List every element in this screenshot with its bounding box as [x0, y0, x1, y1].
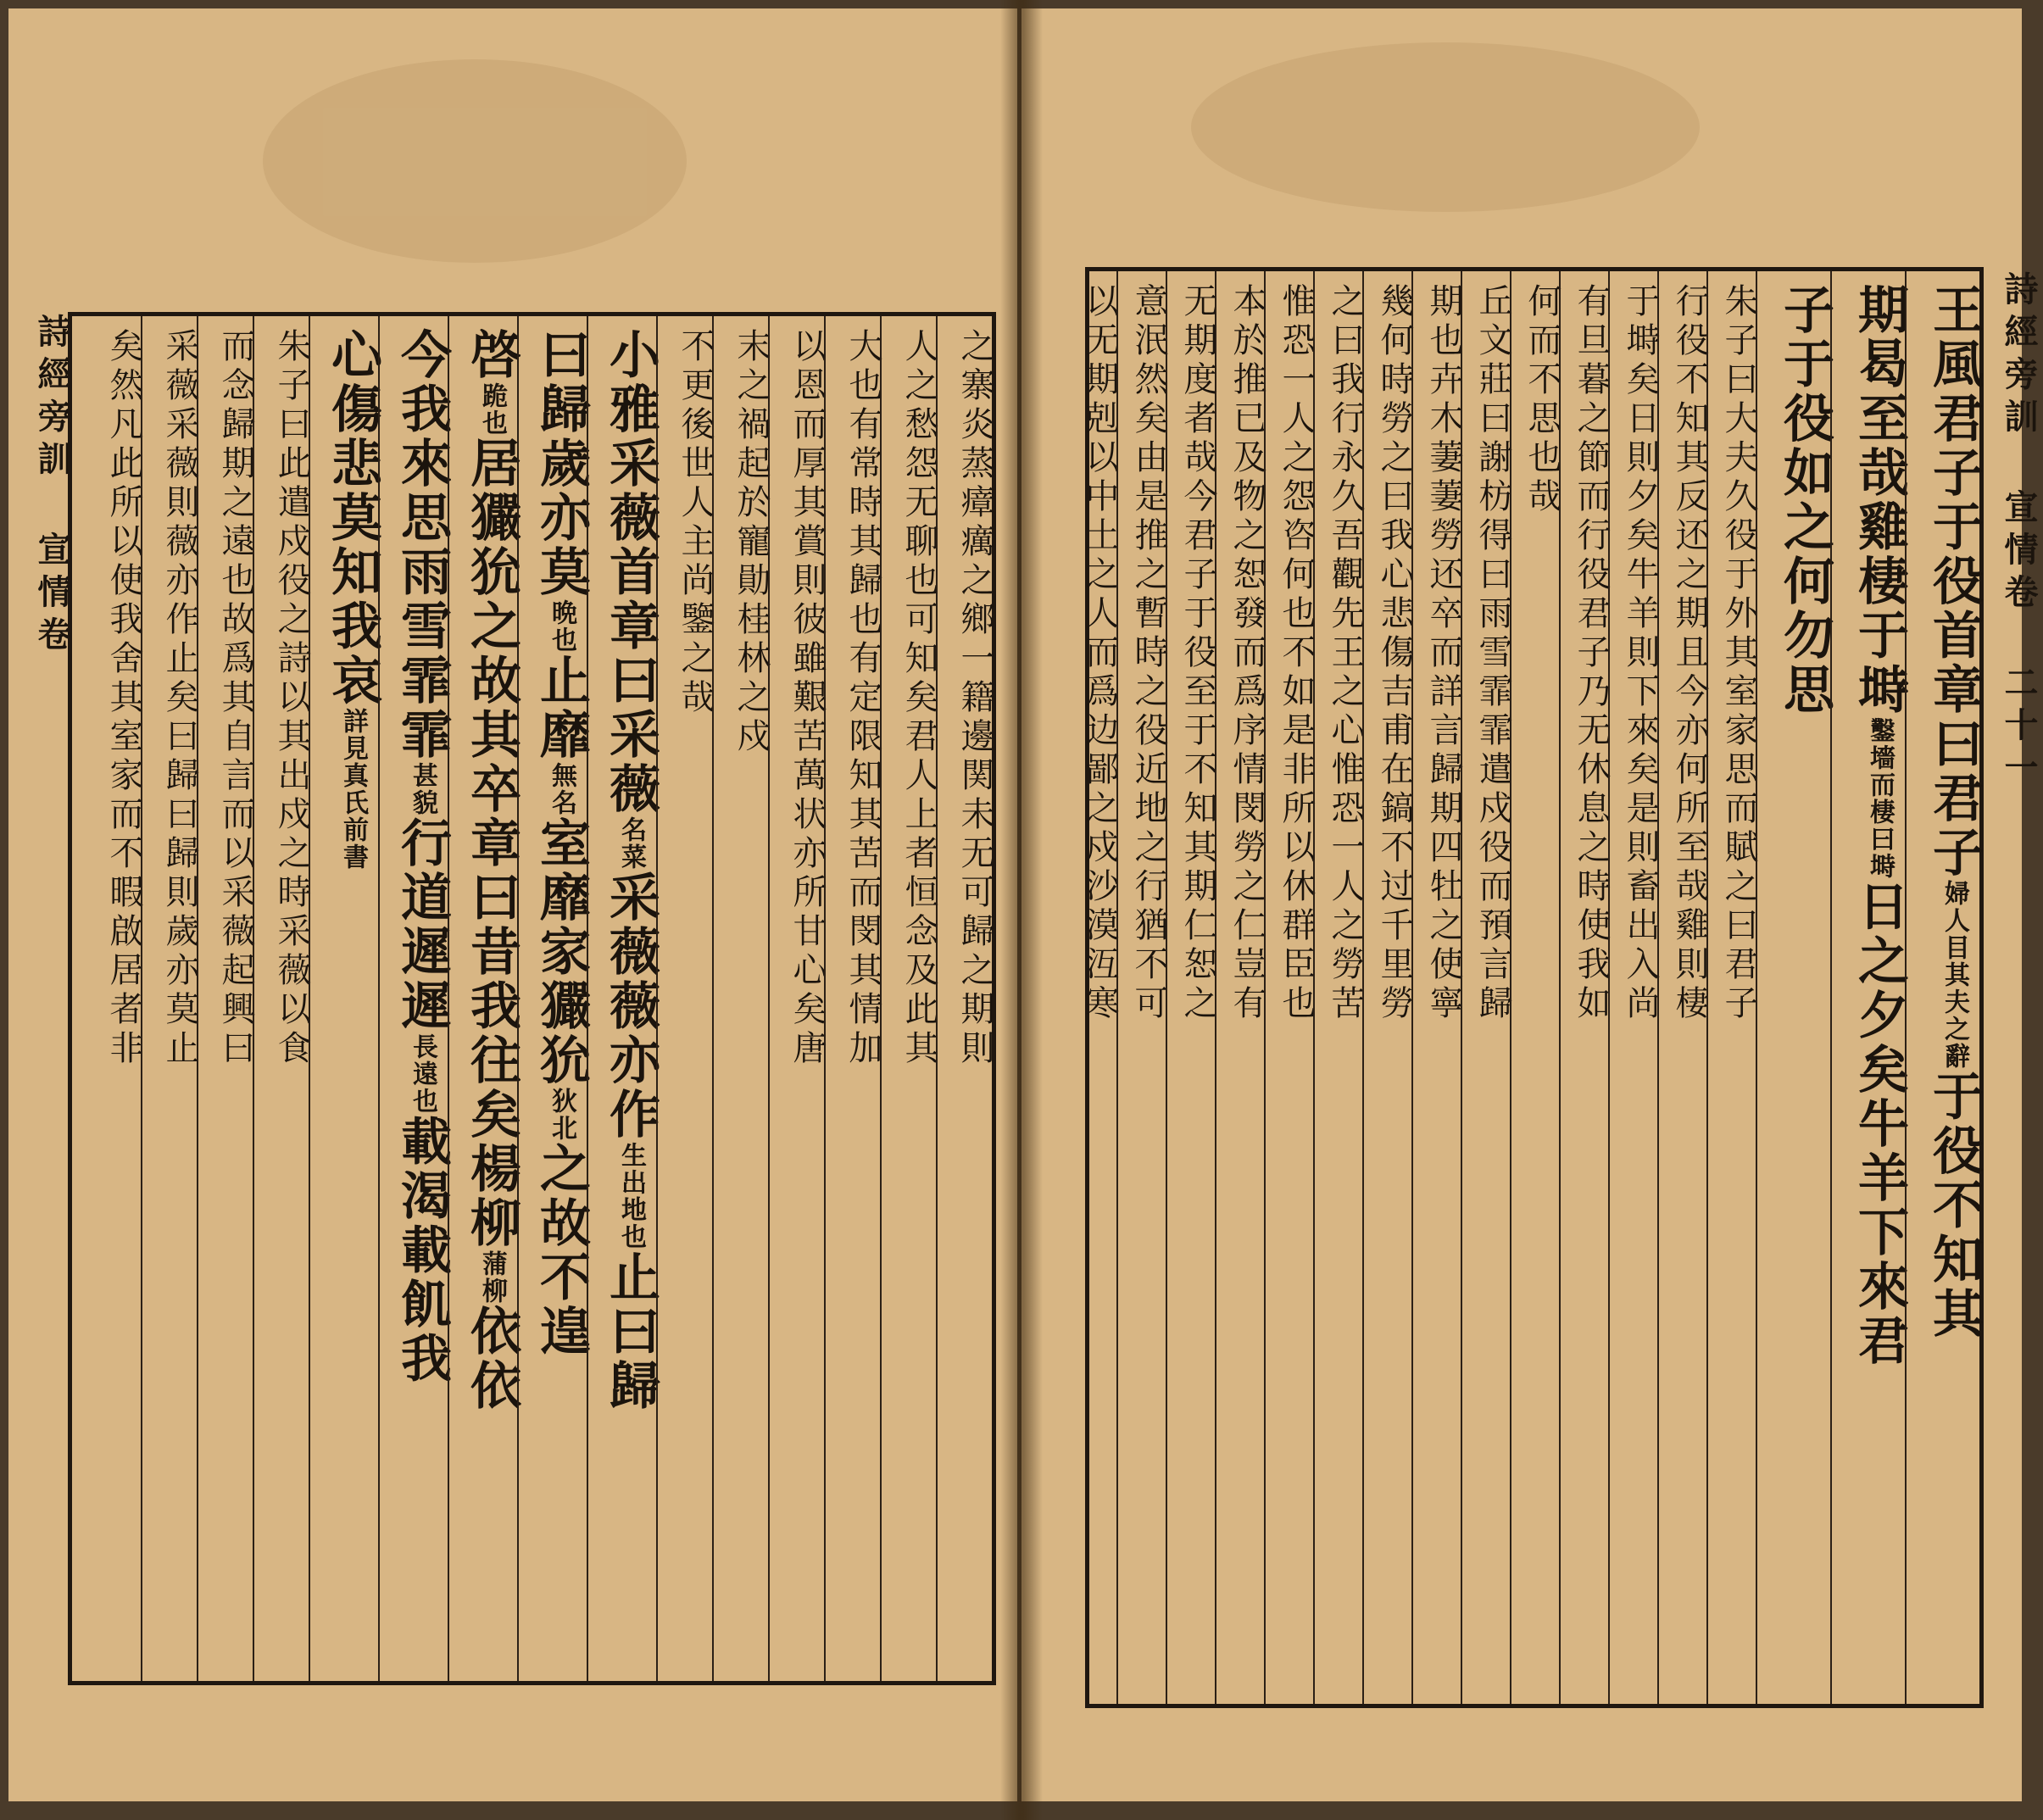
commentary-column: [768, 316, 827, 1681]
column-text: 期也卉木萋萋勞还卒而詳言歸期四牡之使寧: [1424, 283, 1463, 1024]
left-page: [8, 8, 1017, 1801]
commentary-column: [1215, 271, 1264, 1704]
commentary-column: [712, 316, 771, 1681]
column-text: 行役不知其反还之期且今亦何所至哉雞則棲: [1670, 283, 1709, 1024]
annotation: 無名: [547, 762, 576, 816]
main-text-column: [587, 316, 660, 1681]
column-text: 依依: [462, 1305, 521, 1413]
commentary-column: [1461, 271, 1510, 1704]
annotation: 詳見真氏前書: [338, 708, 368, 871]
commentary-column: [85, 316, 141, 1681]
main-text-column: [448, 316, 521, 1681]
paper-stain: [263, 59, 687, 263]
annotation: 名菜: [616, 816, 646, 871]
column-text: 采薇薇亦作: [601, 871, 660, 1142]
annotation: 狄北: [547, 1088, 576, 1142]
column-text: 居玁狁之故其卒章曰昔我往矣楊柳: [462, 437, 521, 1250]
commentary-column: [1411, 271, 1461, 1704]
right-margin-title: 詩經旁訓 宣情卷 二十一: [1999, 271, 2039, 792]
column-text: 朱子曰大夫久役于外其室家思而賦之曰君子: [1719, 283, 1758, 1024]
annotation: 晩也: [547, 599, 576, 654]
column-text: 心傷悲莫知我哀: [323, 328, 382, 708]
column-text: 而念歸期之遠也故爲其自言而以采薇起興曰: [216, 328, 255, 1069]
commentary-column: [1067, 271, 1119, 1704]
commentary-column: [197, 316, 253, 1681]
commentary-column: [1559, 271, 1611, 1704]
column-text: 止靡: [532, 654, 591, 762]
annotation: 生出地也: [616, 1142, 646, 1250]
commentary-column: [1510, 271, 1559, 1704]
column-text: 何而不思也哉: [1523, 283, 1561, 517]
commentary-column: [1116, 271, 1166, 1704]
column-text: 意泯然矣由是推之暫時之役近地之行猶不可: [1129, 283, 1168, 1024]
column-text: 人之愁怨无聊也可知矣君人上者恒念及此其: [899, 328, 938, 1069]
column-text: 大也有常時其歸也有定限知其苦而閔其情加: [843, 328, 882, 1069]
column-text: 曰歸歲亦莫: [532, 328, 591, 599]
column-text: 以恩而厚其賞則彼雖艱苦萬状亦所甘心矣唐: [788, 328, 827, 1069]
column-text: 啓: [462, 328, 521, 382]
main-text-column: [517, 316, 591, 1681]
column-text: 于塒矣日則夕矣牛羊則下來矣是則畜出入尚: [1621, 283, 1660, 1024]
column-text: 朱子曰此遣戍役之詩以其出戍之時采薇以食: [272, 328, 311, 1069]
column-text: 期曷至哉雞棲于塒: [1850, 283, 1909, 717]
column-text: 无期度者哉今君子于役至于不知其期仁恕之: [1178, 283, 1217, 1024]
annotation: 婦人目其夫之辭: [1940, 880, 1969, 1070]
left-margin-title: 詩經旁訓 宣情卷: [32, 314, 72, 659]
right-text-frame: [1080, 267, 1984, 1708]
commentary-column: [1657, 271, 1709, 1704]
column-text: 不更後世人主尚鑒之哉: [676, 328, 715, 718]
commentary-column: [936, 316, 992, 1681]
annotation: 蒲柳: [477, 1250, 507, 1305]
commentary-column: [141, 316, 197, 1681]
column-text: 末之禍起於寵勛桂林之戍: [732, 328, 771, 757]
main-text-column: [378, 316, 452, 1681]
column-text: 本於推已及物之恕發而爲序情閔勞之仁豈有: [1227, 283, 1266, 1024]
annotation: 長遠也: [408, 1033, 437, 1115]
column-text: 之故不遑: [532, 1142, 591, 1359]
commentary-column: [1608, 271, 1660, 1704]
annotation: 跪也: [477, 382, 507, 437]
column-text: 日之夕矣牛羊下來君: [1850, 880, 1909, 1368]
book-gutter: [1000, 0, 1043, 1820]
column-text: 惟恐一人之怨咨何也不如是非所以休群臣也: [1277, 283, 1316, 1024]
column-text: 今我來思雨雪霏霏: [392, 328, 452, 762]
column-text: 之寨炎蒸瘴癘之鄉一籍邊関未无可歸之期則: [955, 328, 994, 1069]
commentary-column: [880, 316, 936, 1681]
main-text-column: [309, 316, 382, 1681]
column-text: 子于役如之何勿思: [1775, 283, 1834, 717]
column-text: 于役不知其: [1924, 1070, 1984, 1341]
annotation: 鑿墻而棲曰塒: [1865, 717, 1895, 880]
commentary-column: [1362, 271, 1414, 1704]
commentary-column: [656, 316, 715, 1681]
commentary-column: [1166, 271, 1215, 1704]
commentary-column: [824, 316, 880, 1681]
main-text-column: [1905, 271, 1984, 1704]
commentary-column: [1313, 271, 1365, 1704]
commentary-column: [253, 316, 309, 1681]
column-text: 載渴載飢我: [392, 1115, 452, 1386]
column-text: 幾何時勞之曰我心悲傷吉甫在鎬不过千里勞: [1375, 283, 1414, 1024]
left-text-frame: [68, 312, 996, 1685]
column-text: 以无期剋以中土之人而爲边鄙之戍沙漠沍寒: [1080, 283, 1119, 1024]
commentary-column: [1706, 271, 1756, 1704]
column-text: 室靡家玁狁: [532, 816, 591, 1088]
column-text: 行道遲遲: [392, 816, 452, 1033]
column-text: 有旦暮之節而行役君子乃无休息之時使我如: [1572, 283, 1611, 1024]
column-text: 之曰我行永久吾觀先王之心惟恐一人之勞苦: [1326, 283, 1365, 1024]
right-page: [1022, 8, 2039, 1801]
column-text: 小雅采薇首章曰采薇: [601, 328, 660, 816]
column-text: 王風君子于役首章曰君子: [1924, 283, 1984, 880]
annotation: 甚貌: [408, 762, 437, 816]
column-text: 止曰歸: [601, 1250, 660, 1413]
main-text-column: [1830, 271, 1909, 1704]
main-text-column: [1756, 271, 1834, 1704]
column-text: 丘文莊曰謝枋得曰雨雪霏霏遣戍役而預言歸: [1473, 283, 1512, 1024]
paper-stain: [1191, 42, 1700, 212]
column-text: 采薇采薇則薇亦作止矣曰歸曰歸則歲亦莫止: [160, 328, 199, 1069]
commentary-column: [1264, 271, 1316, 1704]
column-text: 矣然凡此所以使我舍其室家而不暇啟居者非: [104, 328, 143, 1069]
